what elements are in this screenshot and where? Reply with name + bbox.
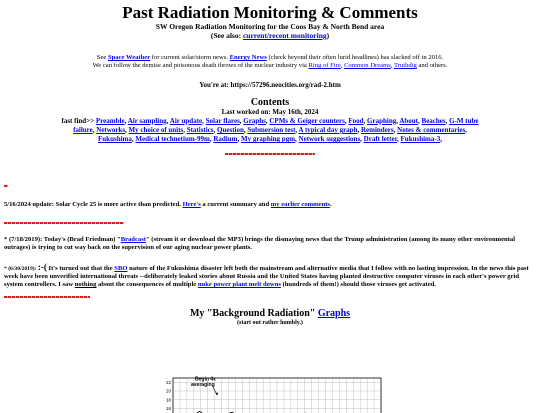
item-2019b-end: (hundreds of them!) should those viruses get activated.: [280, 281, 436, 289]
divider-left-1: [4, 185, 8, 187]
contents-link-question[interactable]: Question: [217, 126, 244, 135]
truthdig-link[interactable]: Truthdig: [393, 62, 417, 70]
contents-link-draft-letter[interactable]: Draft letter: [363, 135, 398, 144]
item-2019a-pre: * (7/18/2019): Today's (Brad Friedman) ": [4, 235, 121, 243]
intro-comma: ,: [340, 62, 345, 70]
space-weather-link[interactable]: Space Weather: [107, 54, 151, 61]
page-title: Past Radiation Monitoring & Comments: [122, 3, 418, 22]
fast-find-links: fast find>> Preamble, Air sampling, Air update, Solar flares, Graphs, CPMs & Geiger counters, Food, Graphing, About, Beaches, G-M tube failure, Networks, My choice of units, Statistics, Question, Submersion test, A typical day graph, Reminders, Notes & commentaries, Fukushima, Medical technetium-99m, Radium, My graphing pgm, Network suggestions, Draft letter, Fukushima-3,: [61, 116, 479, 144]
intro-after-en: (check beyond their often lurid headlines) has slacked off in 2016.: [266, 54, 444, 61]
location-line: You're at: https://57296.neocities.org/rad-2.htm: [199, 80, 341, 89]
fast-find-label: fast find>>: [61, 116, 96, 125]
intro-line2-suffix: and others.: [416, 62, 448, 70]
contents-link-g-m-tube-failure[interactable]: G-M tube failure: [73, 116, 479, 135]
contents-link-solar-flares[interactable]: Solar flares: [205, 116, 240, 125]
chart-annotation: Begin 4x averaging: [191, 376, 216, 388]
graphs-heading: [0, 308, 540, 320]
background-radiation-chart: [155, 370, 385, 411]
graphs-heading-pre: My "Background Radiation": [189, 307, 318, 319]
graphs-link[interactable]: Graphs: [317, 307, 351, 319]
chart-y-tick-label: 16: [165, 405, 171, 411]
item-2019b-pre: It's turned out that the: [46, 264, 115, 272]
update-2024-mid: a current summary and: [200, 201, 271, 209]
contents-link-fukushima[interactable]: Fukushima: [98, 135, 132, 144]
contents-link-notes-commentaries[interactable]: Notes & commentaries: [397, 126, 466, 135]
contents-link-preamble[interactable]: Preamble: [95, 116, 125, 125]
page-subtitle: SW Oregon Radiation Monitoring for the Coos Bay & North Bend area: [155, 22, 385, 31]
contents-link-my-graphing-pgm[interactable]: My graphing pgm: [240, 135, 296, 144]
contents-link-submersion-test[interactable]: Submersion test: [247, 126, 296, 135]
update-2024: [0, 201, 540, 209]
item-2019b-date: * (6/30/2019):: [4, 265, 38, 272]
intro-see: See: [96, 54, 108, 61]
see-also-line: [0, 31, 540, 40]
contents-link-my-choice-of-units[interactable]: My choice of units: [128, 126, 184, 135]
contents-link-medical-technetium-99m[interactable]: Medical technetium-99m: [135, 135, 210, 144]
item-2019-b: [0, 263, 540, 290]
chart-y-tick-label: 18: [165, 397, 171, 403]
intro-comma2: ,: [390, 62, 394, 70]
contents-link-network-suggestions[interactable]: Network suggestions: [298, 135, 361, 144]
bradcast-link[interactable]: Bradcast: [120, 235, 146, 243]
common-dreams-link[interactable]: Common Dreams: [344, 62, 391, 70]
current-monitoring-link[interactable]: current/recent monitoring: [242, 31, 327, 40]
update-2024-end: .: [330, 201, 332, 209]
last-worked: Last worked on: May 16th, 2024: [221, 107, 319, 116]
see-also-suffix: ): [326, 31, 330, 40]
contents-link-networks[interactable]: Networks: [96, 126, 126, 135]
sbo-link[interactable]: SBO: [114, 264, 128, 272]
contents-link-radium[interactable]: Radium: [213, 135, 238, 144]
divider-short: [225, 153, 315, 155]
divider-left-3: [4, 296, 90, 298]
contents-link-about[interactable]: About: [399, 116, 419, 125]
chart-y-tick-label: 20: [165, 388, 171, 394]
ring-of-fire-link[interactable]: Ring of Fire: [308, 62, 341, 70]
meltdowns-link[interactable]: nuke power plant melt downs: [197, 281, 281, 289]
chart-svg: [155, 370, 385, 411]
page: [0, 3, 540, 327]
contents-link-graphing[interactable]: Graphing: [367, 116, 397, 125]
contents-heading: Contents: [250, 96, 290, 108]
nothing-emphasis: nothing: [74, 281, 97, 289]
intro-paragraph: [0, 54, 540, 71]
contents-link-air-update[interactable]: Air update: [169, 116, 203, 125]
contents-link-reminders[interactable]: Reminders: [360, 126, 394, 135]
item-2019b-mid2: about the consequences of multiple: [96, 281, 198, 289]
contents-link-statistics[interactable]: Statistics: [186, 126, 214, 135]
contents-link-air-sampling[interactable]: Air sampling: [127, 116, 167, 125]
intro-line2-prefix: We can follow the demise and poisonous death throws of the nuclear industry via: [92, 62, 309, 70]
chart-y-tick-label: 22: [165, 379, 171, 385]
contents-link-food[interactable]: Food: [348, 116, 364, 125]
item-2019b-mid: nature of the Fukushima disaster left both the mainstream and alternative media that I follow with no lasting impression. In the news this past week have been unverified international threats --deliberately leaked stories about Russia and the United States having planted destructive computer viruses in each other's power grid system controllers. I saw: [4, 264, 529, 289]
divider-left-2: [4, 222, 124, 224]
earlier-comments-link[interactable]: my earlier comments: [270, 201, 330, 209]
sad-face: :-(: [37, 261, 47, 272]
item-2019a-post: " (stream it or download the MP3) brings the dismaying news that the Trump administration (among its many other environmental outrages) is trying to cut way back on the supervision of our aging nuclear power plants.: [4, 235, 516, 252]
graphs-subheading: (start out rather humbly.): [237, 319, 303, 326]
update-2024-text: 5/16/2024 update: Solar Cycle 25 is more active than predicted.: [4, 201, 183, 209]
intro-after-sw: for current solar/storm news.: [150, 54, 230, 61]
contents-link-graphs[interactable]: Graphs: [243, 116, 266, 125]
contents-link-beaches[interactable]: Beaches: [421, 116, 446, 125]
energy-news-link[interactable]: Energy News: [229, 54, 267, 61]
contents-link-fukushima-3[interactable]: Fukushima-3: [400, 135, 441, 144]
item-2019-a: [0, 236, 540, 253]
contents-link-a-typical-day-graph[interactable]: A typical day graph: [298, 126, 358, 135]
heres-link[interactable]: Here's: [182, 201, 201, 209]
contents-link-cpms-geiger-counters[interactable]: CPMs & Geiger counters: [269, 116, 345, 125]
see-also-prefix: (See also:: [210, 31, 243, 40]
